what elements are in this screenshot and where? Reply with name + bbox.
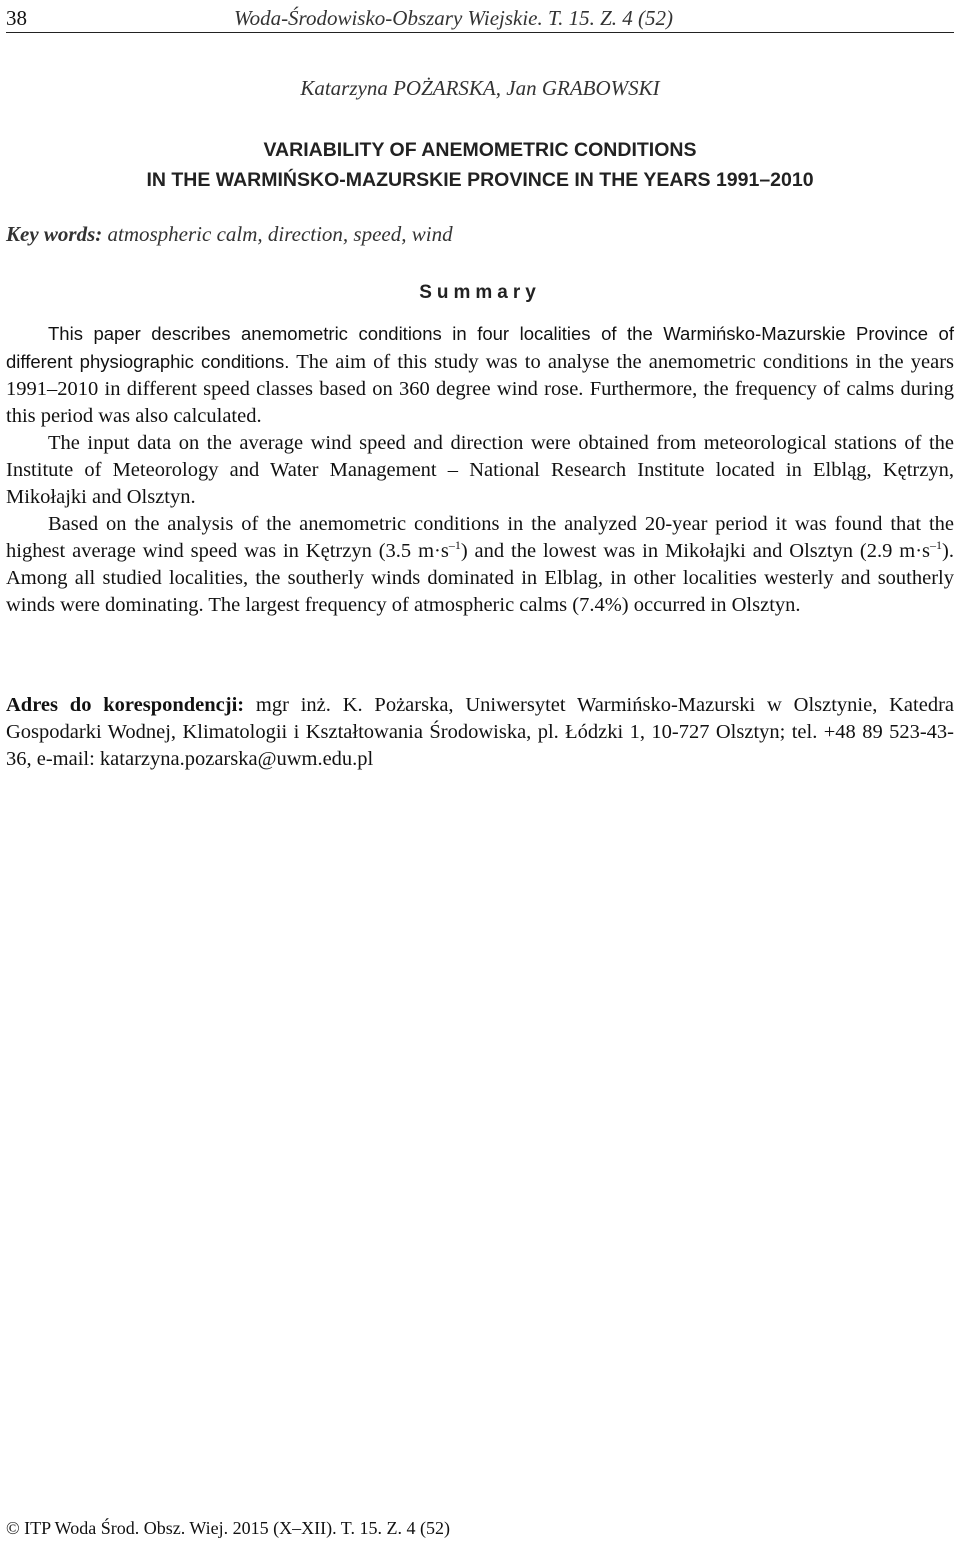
summary-body bbox=[6, 320, 954, 619]
address-text: mgr inż. K. Pożarska, Uniwersytet Warmińsko-Mazurski w Olsztynie, Katedra Gospodarki Wodnej, Klimatologii i Kształtowania Środowiska, pl. Łódzki 1, 10-727 Olsztyn; tel. +48 89 523-43-36, e-mail: katarzyna.pozarska@uwm.edu.pl bbox=[6, 694, 954, 770]
address-label: Adres do korespondencji: bbox=[6, 694, 245, 716]
unit-exponent: –1 bbox=[448, 538, 461, 552]
summary-p3-part-c: ). Among all studied localities, the southerly winds dominated in Elblag, in other localities westerly and southerly winds were dominating. The largest frequency of atmospheric calms (7.4%) occurred in Olsztyn. bbox=[6, 540, 954, 616]
summary-paragraph-2: The input data on the average wind speed and direction were obtained from meteorological stations of the Institute of Meteorology and Water Management – National Research Institute located in Elbląg, Kętrzyn, Mikołajki and Olsztyn. bbox=[6, 432, 954, 508]
title-line-1: VARIABILITY OF ANEMOMETRIC CONDITIONS bbox=[263, 139, 697, 161]
summary-paragraph-3 bbox=[6, 511, 954, 619]
correspondence-address bbox=[6, 692, 954, 773]
summary-p3-part-b: ) and the lowest was in Mikołajki and Olsztyn (2.9 m·s bbox=[460, 540, 931, 562]
keywords-label: Key words: bbox=[6, 222, 103, 246]
summary-paragraph-1 bbox=[6, 320, 954, 430]
title-line-2: IN THE WARMIŃSKO-MAZURSKIE PROVINCE IN THE YEARS 1991–2010 bbox=[146, 169, 814, 191]
summary-p1-sans: This paper describes anemometric conditions in four localities of the Warmińsko-Mazurskie Province of different physiographic conditions. bbox=[6, 323, 954, 372]
page-number: 38 bbox=[6, 6, 27, 30]
keywords bbox=[6, 222, 453, 247]
summary-heading: Summary bbox=[419, 282, 541, 303]
keywords-text: atmospheric calm, direction, speed, wind bbox=[107, 222, 453, 246]
summary-p1-serif: The aim of this study was to analyse the anemometric conditions in the years 1991–2010 in different speed classes based on 360 degree wind rose. Furthermore, the frequency of calms during this period was also calculated. bbox=[6, 351, 954, 427]
summary-p3-part-a: Based on the analysis of the anemometric conditions in the analyzed 20-year period it was found that the highest average wind speed was in Kętrzyn (3.5 m·s bbox=[6, 513, 954, 562]
unit-exponent: –1 bbox=[930, 538, 943, 552]
running-header bbox=[6, 6, 954, 33]
journal-title: Woda-Środowisko-Obszary Wiejskie. T. 15. Z. 4 (52) bbox=[234, 6, 674, 30]
copyright-footer: © ITP Woda Środ. Obsz. Wiej. 2015 (X–XII). T. 15. Z. 4 (52) bbox=[6, 1518, 450, 1538]
paper-title bbox=[0, 135, 960, 195]
authors: Katarzyna POŻARSKA, Jan GRABOWSKI bbox=[300, 76, 660, 100]
